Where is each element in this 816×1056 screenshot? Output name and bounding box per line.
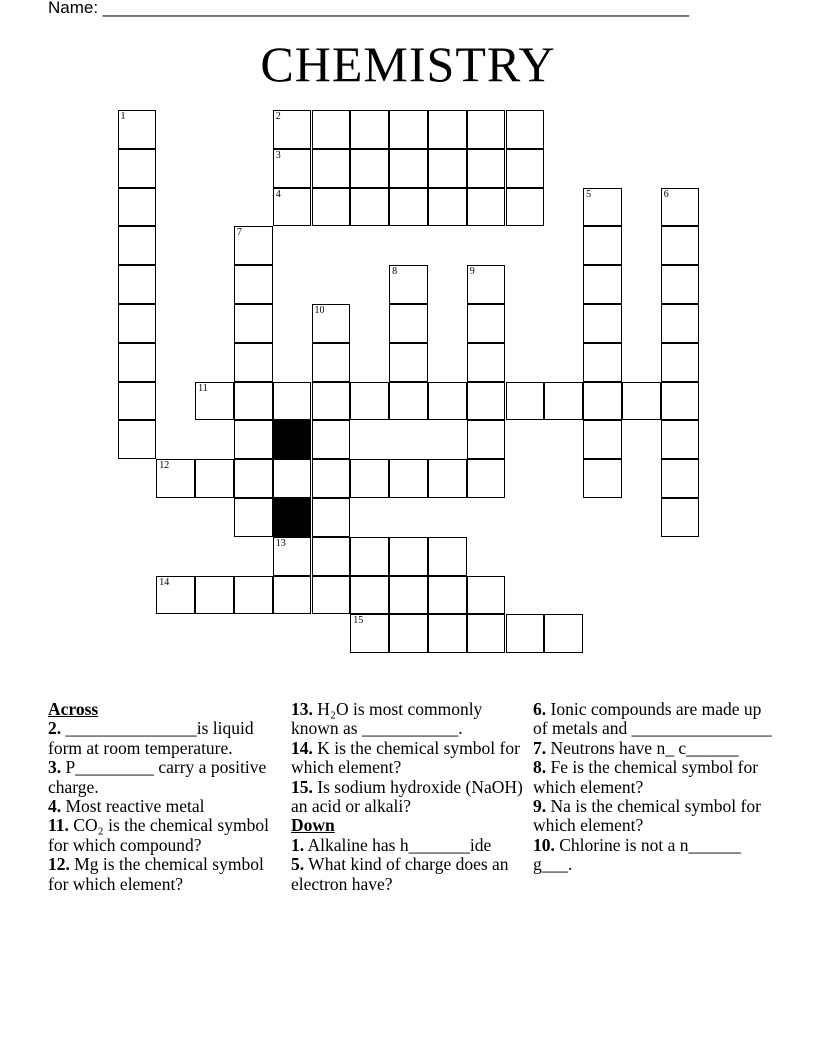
grid-cell[interactable] <box>428 576 467 615</box>
grid-cell[interactable] <box>389 343 428 382</box>
grid-cell[interactable] <box>312 343 351 382</box>
grid-cell[interactable] <box>312 110 351 149</box>
clue-number-label: 2. <box>48 718 62 739</box>
clue-number-label: 6. <box>533 699 547 719</box>
clue-number: 15 <box>353 615 364 627</box>
clue-number-label: 10. <box>533 834 555 855</box>
grid-cell[interactable] <box>467 188 506 227</box>
clue-3: 3. P_________ carry a positive charge. <box>48 757 267 797</box>
grid-cell[interactable] <box>312 188 351 227</box>
grid-cell[interactable] <box>583 459 622 498</box>
grid-cell[interactable] <box>195 459 234 498</box>
black-square <box>273 498 312 537</box>
clue-7: 7. Neutrons have n_ c______ <box>533 737 739 758</box>
grid-cell[interactable] <box>234 343 273 382</box>
black-square <box>273 420 312 459</box>
grid-cell[interactable] <box>661 382 700 421</box>
name-field[interactable]: Name: ______________________________________________________________ <box>48 0 689 17</box>
clue-15: 15. Is sodium hydroxide (NaOH) an acid or alkali? <box>291 776 523 817</box>
clue-number-label: 5. <box>291 854 305 875</box>
clue-1: 1. Alkaline has h_______ide <box>291 834 492 855</box>
grid-cell[interactable] <box>273 576 312 615</box>
grid-cell[interactable] <box>350 459 389 498</box>
grid-cell[interactable] <box>661 420 700 459</box>
grid-cell[interactable] <box>583 226 622 265</box>
grid-cell[interactable] <box>273 459 312 498</box>
clue-number-label: 4. <box>48 796 62 817</box>
clue-number-label: 11. <box>48 815 69 836</box>
grid-cell[interactable] <box>156 459 195 498</box>
grid-cell[interactable] <box>312 382 351 421</box>
grid-cell[interactable] <box>583 343 622 382</box>
clue-number-label: 13. <box>291 699 313 719</box>
grid-cell[interactable] <box>661 459 700 498</box>
grid-cell[interactable] <box>467 149 506 188</box>
page-title: CHEMISTRY <box>260 36 556 92</box>
clue-number-label: 12. <box>48 854 70 875</box>
clues-column-1 <box>48 700 284 894</box>
clue-10: 10. Chlorine is not a n______ g___. <box>533 834 742 875</box>
clues-column-3 <box>533 700 773 875</box>
grid-cell[interactable] <box>583 265 622 304</box>
grid-cell[interactable] <box>544 614 583 653</box>
grid-cell[interactable] <box>428 149 467 188</box>
clue-number: 11 <box>198 382 208 394</box>
grid-cell[interactable] <box>467 382 506 421</box>
grid-cell[interactable] <box>234 420 273 459</box>
grid-cell[interactable] <box>195 382 234 421</box>
clue-2: 2. _______________is liquid form at room temperature. <box>48 718 254 758</box>
grid-cell[interactable] <box>428 459 467 498</box>
grid-cell[interactable] <box>389 304 428 343</box>
clue-number-label: 15. <box>291 776 313 797</box>
grid-cell[interactable] <box>389 576 428 615</box>
grid-cell[interactable] <box>428 614 467 653</box>
clue-number-label: 9. <box>533 796 547 817</box>
clue-8: 8. Fe is the chemical symbol for which element? <box>533 757 759 797</box>
grid-cell[interactable] <box>234 498 273 537</box>
grid-cell[interactable] <box>312 576 351 615</box>
clue-number-label: 8. <box>533 757 547 778</box>
grid-cell[interactable] <box>544 382 583 421</box>
grid-cell[interactable] <box>428 110 467 149</box>
grid-cell[interactable] <box>118 343 157 382</box>
clue-number-label: 1. <box>291 834 305 855</box>
grid-cell[interactable] <box>350 110 389 149</box>
grid-cell[interactable] <box>118 304 157 343</box>
grid-cell[interactable] <box>273 149 312 188</box>
clue-12: 12. Mg is the chemical symbol for which element? <box>48 854 264 894</box>
clue-number: 4 <box>275 188 281 200</box>
grid-cell[interactable] <box>234 382 273 421</box>
grid-cell[interactable] <box>273 188 312 227</box>
grid-cell[interactable] <box>195 576 234 615</box>
grid-cell[interactable] <box>506 188 545 227</box>
grid-cell[interactable] <box>506 110 545 149</box>
grid-cell[interactable] <box>622 382 661 421</box>
clue-13: 13. H₂O is most commonly known as ___________. <box>291 699 483 739</box>
grid-cell[interactable] <box>583 420 622 459</box>
grid-cell[interactable] <box>661 265 700 304</box>
clue-number: 5 <box>586 188 592 200</box>
grid-cell[interactable] <box>350 188 389 227</box>
clue-number: 7 <box>236 227 242 239</box>
grid-cell[interactable] <box>467 265 506 304</box>
grid-cell[interactable] <box>350 382 389 421</box>
clue-number: 8 <box>392 266 398 278</box>
grid-cell[interactable] <box>273 382 312 421</box>
grid-cell[interactable] <box>661 304 700 343</box>
down-heading: Down <box>291 815 335 836</box>
clue-9: 9. Na is the chemical symbol for which element? <box>533 796 761 836</box>
grid-cell[interactable] <box>467 304 506 343</box>
grid-cell[interactable] <box>389 110 428 149</box>
grid-cell[interactable] <box>583 188 622 227</box>
grid-cell[interactable] <box>312 420 351 459</box>
grid-cell[interactable] <box>428 537 467 576</box>
grid-cell[interactable] <box>389 188 428 227</box>
clue-number: 9 <box>469 266 475 278</box>
grid-cell[interactable] <box>312 459 351 498</box>
clue-number: 12 <box>159 460 170 472</box>
grid-cell[interactable] <box>389 149 428 188</box>
grid-cell[interactable] <box>661 226 700 265</box>
grid-cell[interactable] <box>506 149 545 188</box>
grid-cell[interactable] <box>389 614 428 653</box>
grid-cell[interactable] <box>506 614 545 653</box>
clue-14: 14. K is the chemical symbol for which element? <box>291 737 520 778</box>
grid-cell[interactable] <box>118 188 157 227</box>
grid-cell[interactable] <box>506 382 545 421</box>
grid-cell[interactable] <box>234 265 273 304</box>
grid-cell[interactable] <box>583 304 622 343</box>
grid-cell[interactable] <box>312 537 351 576</box>
clue-number: 2 <box>275 111 281 122</box>
grid-cell[interactable] <box>428 188 467 227</box>
grid-cell[interactable] <box>118 149 157 188</box>
grid-cell[interactable] <box>389 537 428 576</box>
grid-cell[interactable] <box>661 498 700 537</box>
grid-cell[interactable] <box>118 420 157 459</box>
grid-cell[interactable] <box>312 304 351 343</box>
grid-cell[interactable] <box>273 110 312 149</box>
grid-cell[interactable] <box>467 459 506 498</box>
clue-number: 14 <box>159 576 170 588</box>
grid-cell[interactable] <box>661 343 700 382</box>
grid-cell[interactable] <box>661 188 700 227</box>
grid-cell[interactable] <box>389 459 428 498</box>
grid-cell[interactable] <box>350 614 389 653</box>
clue-number: 10 <box>314 305 325 316</box>
clue-number: 3 <box>275 149 281 161</box>
grid-cell[interactable] <box>389 382 428 421</box>
grid-cell[interactable] <box>350 576 389 615</box>
grid-cell[interactable] <box>312 498 351 537</box>
clue-number-label: 3. <box>48 757 62 778</box>
across-heading: Across <box>48 699 99 719</box>
clue-number: 6 <box>663 188 669 200</box>
grid-cell[interactable] <box>118 265 157 304</box>
clue-number: 1 <box>120 111 126 122</box>
grid-cell[interactable] <box>467 614 506 653</box>
clue-11: 11. CO₂ is the chemical symbol for which compound? <box>48 815 269 855</box>
grid-cell[interactable] <box>467 576 506 615</box>
grid-cell[interactable] <box>118 226 157 265</box>
grid-cell[interactable] <box>467 110 506 149</box>
grid-cell[interactable] <box>156 576 195 615</box>
grid-cell[interactable] <box>312 149 351 188</box>
clue-4: 4. Most reactive metal <box>48 796 205 817</box>
grid-cell[interactable] <box>583 382 622 421</box>
clue-number: 13 <box>275 537 286 549</box>
grid-cell[interactable] <box>234 304 273 343</box>
clues-column-2 <box>291 700 527 894</box>
grid-cell[interactable] <box>350 537 389 576</box>
grid-cell[interactable] <box>118 110 157 149</box>
grid-cell[interactable] <box>350 149 389 188</box>
clue-number-label: 14. <box>291 737 313 758</box>
grid-cell[interactable] <box>467 343 506 382</box>
grid-cell[interactable] <box>118 382 157 421</box>
clue-6: 6. Ionic compounds are made up of metals and ________________ <box>533 699 772 739</box>
clue-number-label: 7. <box>533 737 547 758</box>
grid-cell[interactable] <box>467 420 506 459</box>
grid-cell[interactable] <box>273 537 312 576</box>
grid-cell[interactable] <box>234 576 273 615</box>
grid-cell[interactable] <box>389 265 428 304</box>
clue-5: 5. What kind of charge does an electron have? <box>291 854 509 894</box>
grid-cell[interactable] <box>234 226 273 265</box>
grid-cell[interactable] <box>234 459 273 498</box>
grid-cell[interactable] <box>428 382 467 421</box>
